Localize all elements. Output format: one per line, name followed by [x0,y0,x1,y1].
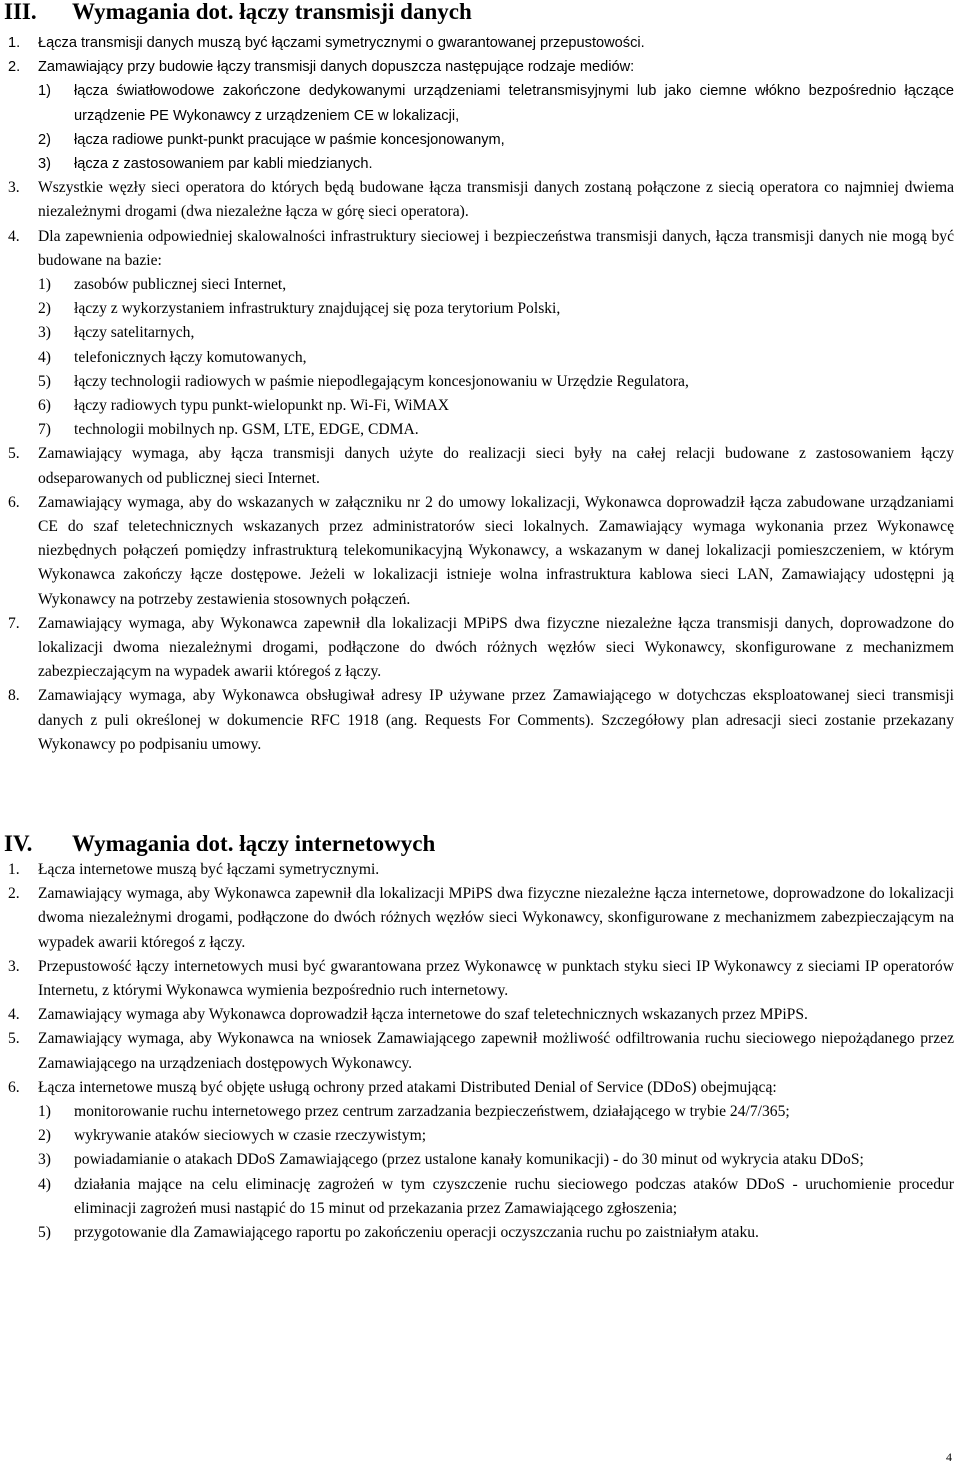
list-item [8,612,954,685]
list-item-number: 3. [8,957,20,975]
sub-list-item [38,418,954,442]
list-item-number: 2. [8,885,20,903]
list-item-number: 8. [8,687,20,705]
sub-list-item [38,1100,954,1124]
list-item [8,442,954,490]
list-item-text: Przepustowość łączy internetowych musi być gwarantowana przez Wykonawcę w punktach styku sieci IP Wykonawcy z sieciami IP operatorów Internetu, z którymi Wykonawca wymienia bezpośrednio ruch internetowy. [38,957,954,1000]
list-item [8,858,954,882]
list-item-text: Łącza transmisji danych muszą być łączami symetrycznymi o gwarantowanej przepustowości. [38,35,645,51]
list-item [8,1027,954,1075]
sub-list-item [38,273,954,297]
sub-list-item-text: przygotowanie dla Zamawiającego raportu po zakończeniu operacji oczyszczania ruchu po zaistniałym ataku. [74,1224,759,1242]
sub-list-item-text: łącza radiowe punkt-punkt pracujące w paśmie koncesjonowanym, [74,131,505,148]
sub-list-item-number: 6) [38,397,51,415]
sub-list-item-text: telefonicznych łączy komutowanych, [74,348,307,366]
list-item-number: 5. [8,1030,20,1048]
sub-list-item-text: łączy satelitarnych, [74,324,195,342]
sub-list-item-text: łączy radiowych typu punkt-wielopunkt np. Wi-Fi, WiMAX [74,397,449,415]
sub-list-item-text: łączy z wykorzystaniem infrastruktury znajdującej się poza terytorium Polski, [74,300,561,318]
sub-list-item [38,394,954,418]
list-item-text: Łącza internetowe muszą być objęte usługą ochrony przed atakami Distributed Denial of Service (DDoS) obejmującą: [38,1078,777,1096]
list-item [8,1003,954,1027]
sub-list-item-text: technologii mobilnych np. GSM, LTE, EDGE, CDMA. [74,421,419,439]
list-item-text: Zamawiający wymaga, aby łącza transmisji danych użyte do realizacji sieci były na całej relacji budowane z zastosowaniem łączy odseparowanych od publicznej sieci Internet. [38,445,954,487]
section-iii-body [8,31,954,757]
list-item [8,31,954,55]
sub-list-item-number: 4) [38,348,51,366]
sub-list-item-text: łącza światłowodowe zakończone dedykowanymi urządzeniami teletransmisyjnymi lub jako ciemne włókno bezpośrednio łączące urządzenie PE Wykonawcy z urządzeniem CE w lokalizacji, [74,83,954,124]
list-item [8,55,954,176]
sub-list-item-text: działania mające na celu eliminację zagrożeń w tym czyszczenie ruchu sieciowego podczas ataków DDoS - uruchomienie procedur eliminacji zagrożeń musi nastąpić do 15 minut od przekazania przez Zamawiającego zgłoszenia; [74,1175,954,1217]
sub-list-item [38,1173,954,1221]
list-item-number: 4. [8,227,20,245]
list-item-number: 2. [8,59,21,76]
sub-list-item-number: 2) [38,131,51,148]
list-item [8,176,954,224]
sub-list-item [38,321,954,345]
sub-list-item-text: łącza z zastosowaniem par kabli miedzianych. [74,156,373,173]
list-item-number: 1. [8,35,21,51]
sub-list-item-number: 2) [38,1127,51,1145]
list-item [8,955,954,1003]
sub-list-item-number: 3) [38,156,51,173]
sub-list-item [38,128,954,152]
list-item-text: Dla zapewnienia odpowiedniej skalowalności infrastruktury sieciowej i bezpieczeństwa transmisji danych, łącza transmisji danych nie mogą być budowane na bazie: [38,227,954,269]
list-item-number: 6. [8,1078,20,1096]
list-item [8,225,954,443]
section-iv-body [8,858,954,1245]
section-heading-iii [4,0,472,26]
sub-list-item [38,1148,954,1172]
sub-list-item [38,1124,954,1148]
list-item-text: Łącza internetowe muszą być łączami symetrycznymi. [38,861,380,878]
sub-list-item [38,346,954,370]
section-heading-iv [4,830,435,858]
list-item-text: Zamawiający wymaga, aby Wykonawca obsługiwał adresy IP używane przez Zamawiającego w dotychczas eksploatowanej sieci transmisji danych z puli określonej w dokumencie RFC 1918 (ang. Requests For Comments). Szczegółowy plan adresacji sieci zostanie przekazany Wykonawcy po podpisaniu umowy. [38,687,954,753]
sub-list-item-text: zasobów publicznej sieci Internet, [74,276,287,294]
sub-list-item-number: 1) [38,83,51,100]
sub-list-item-text: łączy technologii radiowych w paśmie niepodlegającym koncesjonowaniu w Urzędzie Regulatora, [74,372,689,390]
list-item [8,491,954,612]
list-item-number: 1. [8,861,20,878]
sub-list-item-text: monitorowanie ruchu internetowego przez centrum zarzadzania bezpieczeństwem, działającego w trybie 24/7/365; [74,1103,790,1121]
list-item [8,1076,954,1245]
sub-list-item [38,297,954,321]
list-item-text: Zamawiający przy budowie łączy transmisji danych dopuszcza następujące rodzaje mediów: [38,59,635,76]
section-title: Wymagania dot. łączy internetowych [72,831,436,856]
list-item [8,684,954,757]
sub-list-item-number: 5) [38,1224,51,1242]
sub-list-item [38,152,954,176]
list-item-number: 5. [8,445,20,463]
list-item-text: Zamawiający wymaga aby Wykonawca doprowadził łącza internetowe do szaf teletechnicznych wskazanych przez MPiPS. [38,1006,808,1024]
section-title: Wymagania dot. łączy transmisji danych [72,0,472,24]
sub-list-item-number: 5) [38,372,51,390]
list-item-number: 4. [8,1006,20,1024]
sub-list-item-text: wykrywanie ataków sieciowych w czasie rzeczywistym; [74,1127,427,1145]
list-item-number: 3. [8,179,20,197]
list-item-text: Zamawiający wymaga, aby do wskazanych w załączniku nr 2 do umowy lokalizacji, Wykonawca doprowadził łącza zabudowane urządzaniami CE do szaf teletechnicznych wskazanych przez administratorów sieci lokalnych. Zamawiający wymaga wykonania przez Wykonawcę niezbędnych połączeń pomiędzy infrastrukturą telekomunikacyjną Wykonawcy, a wskazanym w danej lokalizacji pomieszczeniem, w którym Wykonawca zakończy łącze dostępowe. Jeżeli w lokalizacji istnieje wolna infrastruktura kablowa sieci LAN, Zamawiający udostępni ją Wykonawcy na potrzeby zestawienia stosownych połączeń. [38,493,954,608]
list-item-number: 7. [8,614,20,632]
list-item-number: 6. [8,493,20,511]
sub-list-item-number: 4) [38,1175,51,1193]
sub-list-item-text: powiadamianie o atakach DDoS Zamawiającego (przez ustalone kanały komunikacji) - do 30 minut od wykrycia ataku DDoS; [74,1151,864,1169]
sub-list-item-number: 1) [38,1103,51,1121]
list-item-text: Zamawiający wymaga, aby Wykonawca na wniosek Zamawiającego zapewnił możliwość odfiltrowania ruchu sieciowego niepożądanego przez Zamawiającego na urządzeniach dostępowych Wykonawcy. [38,1030,954,1072]
section-number: III. [4,0,37,24]
sub-list-item-number: 3) [38,324,51,342]
list-item-text: Zamawiający wymaga, aby Wykonawca zapewnił dla lokalizacji MPiPS dwa fizyczne niezależne łącza internetowe, doprowadzone do lokalizacji dwoma niezależnymi drogami, podłączone do dwóch różnych węzłów sieci Wykonawcy, skonfigurowane z mechanizmem zabezpieczającym na wypadek awarii któregoś z łączy. [38,885,954,951]
sub-list-item [38,79,954,127]
list-item [8,882,954,955]
sub-list-item-number: 7) [38,421,51,439]
sub-list-item [38,370,954,394]
sub-list-item-number: 1) [38,276,51,294]
sub-list-item-number: 3) [38,1151,51,1169]
sub-list-item [38,1221,954,1245]
section-number: IV. [4,831,33,856]
sub-list-item-number: 2) [38,300,51,318]
list-item-text: Zamawiający wymaga, aby Wykonawca zapewnił dla lokalizacji MPiPS dwa fizyczne niezależne łącza transmisji danych, doprowadzone do lokalizacji dwoma niezależnymi drogami, podłączone do dwóch różnych węzłów sieci Wykonawcy, skonfigurowane z mechanizmem zabezpieczającym na wypadek awarii któregoś z łączy. [38,614,954,681]
page-number: 4 [946,1450,952,1464]
list-item-text: Wszystkie węzły sieci operatora do których będą budowane łącza transmisji danych zostaną połączone z siecią operatora co najmniej dwiema niezależnymi drogami (dwa niezależne łącza w górę sieci operatora). [38,179,954,221]
